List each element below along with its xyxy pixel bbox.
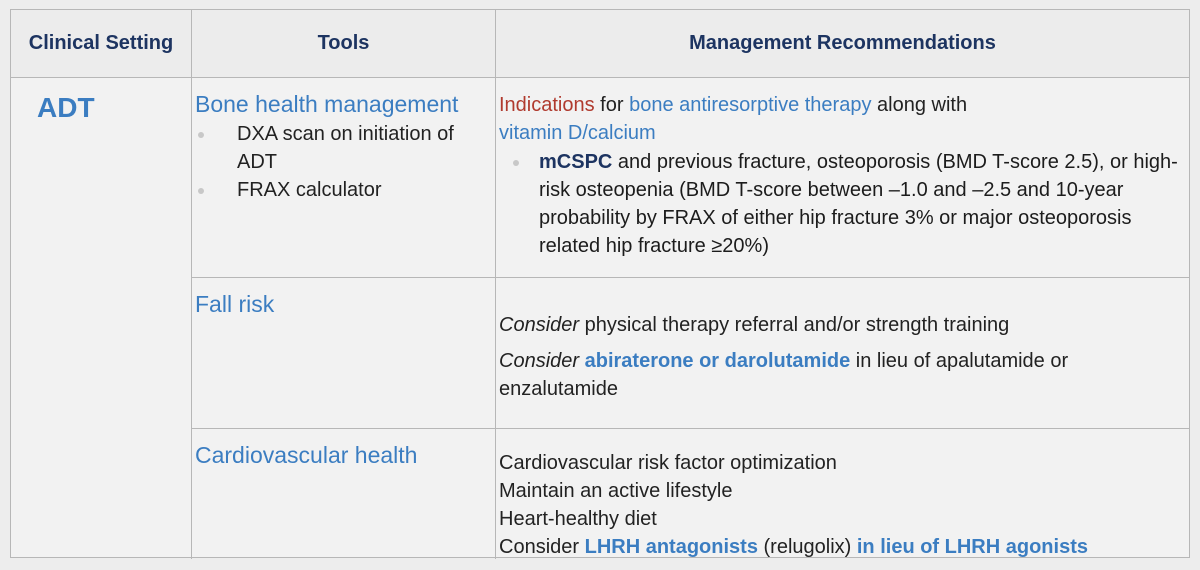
recommendation-cell-cardio	[495, 428, 1189, 559]
tools-cell-fall	[191, 277, 495, 428]
table-row-fall-risk	[191, 277, 1189, 429]
cardio-rec-line: Maintain an active lifestyle	[499, 480, 733, 502]
list-item: DXA scan on initiation of ADT	[195, 120, 491, 176]
table-header-row	[11, 10, 1189, 78]
header-cell-tools	[191, 10, 495, 77]
header-clinical-setting: Clinical Setting	[28, 32, 174, 54]
lhrh-agonists-text: in lieu of LHRH agonists	[856, 536, 1088, 558]
cardio-rec-line: Heart-healthy diet	[499, 508, 657, 530]
indications-text: Indications	[499, 94, 595, 116]
header-cell-recommendations	[495, 10, 1189, 77]
cardio-rec-list	[499, 449, 1185, 561]
bone-rec-intro: Indications for bone antiresorptive therapy along with vitamin D/calcium	[499, 94, 968, 144]
tool-cardiovascular-health: Cardiovascular health	[195, 442, 418, 468]
clinical-setting-adt: ADT	[37, 92, 95, 123]
bullet-dot-icon	[198, 188, 204, 194]
recommendation-cell-bone	[495, 77, 1189, 277]
recommendation-cell-fall	[495, 277, 1189, 428]
setting-cell	[11, 77, 191, 559]
tools-cell-cardio	[191, 428, 495, 559]
fall-rec-line-1: Consider physical therapy referral and/or strength training	[499, 314, 1010, 336]
header-tools: Tools	[317, 32, 370, 54]
header-management-recommendations: Management Recommendations	[689, 32, 996, 54]
bone-tools-list	[195, 120, 491, 204]
cardio-rec-line: Cardiovascular risk factor optimization	[499, 452, 837, 474]
management-table	[10, 9, 1190, 558]
antiresorptive-therapy-text: bone antiresorptive therapy	[629, 94, 872, 116]
tools-cell-bone	[191, 77, 495, 277]
bullet-dot-icon	[198, 132, 204, 138]
header-cell-clinical-setting	[11, 10, 191, 77]
bone-rec-bullet: mCSPC and previous fracture, osteoporosis (BMD T-score 2.5), or high-risk osteopenia (BMD T-score between –1.0 and –2.5 and 10-year probability by FRAX of either hip fracture 3% or major osteoporosis related hip fracture ≥20%)	[499, 148, 1179, 260]
fall-rec-line-2: Consider abiraterone or darolutamide in lieu of apalutamide or enzalutamide	[499, 350, 1069, 400]
table-row-bone-health	[191, 77, 1189, 278]
tool-bone-health-management: Bone health management	[195, 91, 459, 117]
list-item: FRAX calculator	[195, 176, 491, 204]
abiraterone-darolutamide-text: abiraterone or darolutamide	[584, 350, 851, 372]
table-row-cardiovascular	[191, 428, 1189, 559]
lhrh-antagonists-text: LHRH antagonists	[584, 536, 758, 558]
tool-fall-risk: Fall risk	[195, 291, 275, 317]
vitamin-d-calcium-text: vitamin D/calcium	[499, 122, 656, 144]
mcspc-text: mCSPC	[539, 151, 613, 173]
cardio-rec-line: Consider LHRH antagonists (relugolix) in lieu of LHRH agonists	[499, 536, 1088, 558]
bullet-dot-icon	[513, 160, 519, 166]
